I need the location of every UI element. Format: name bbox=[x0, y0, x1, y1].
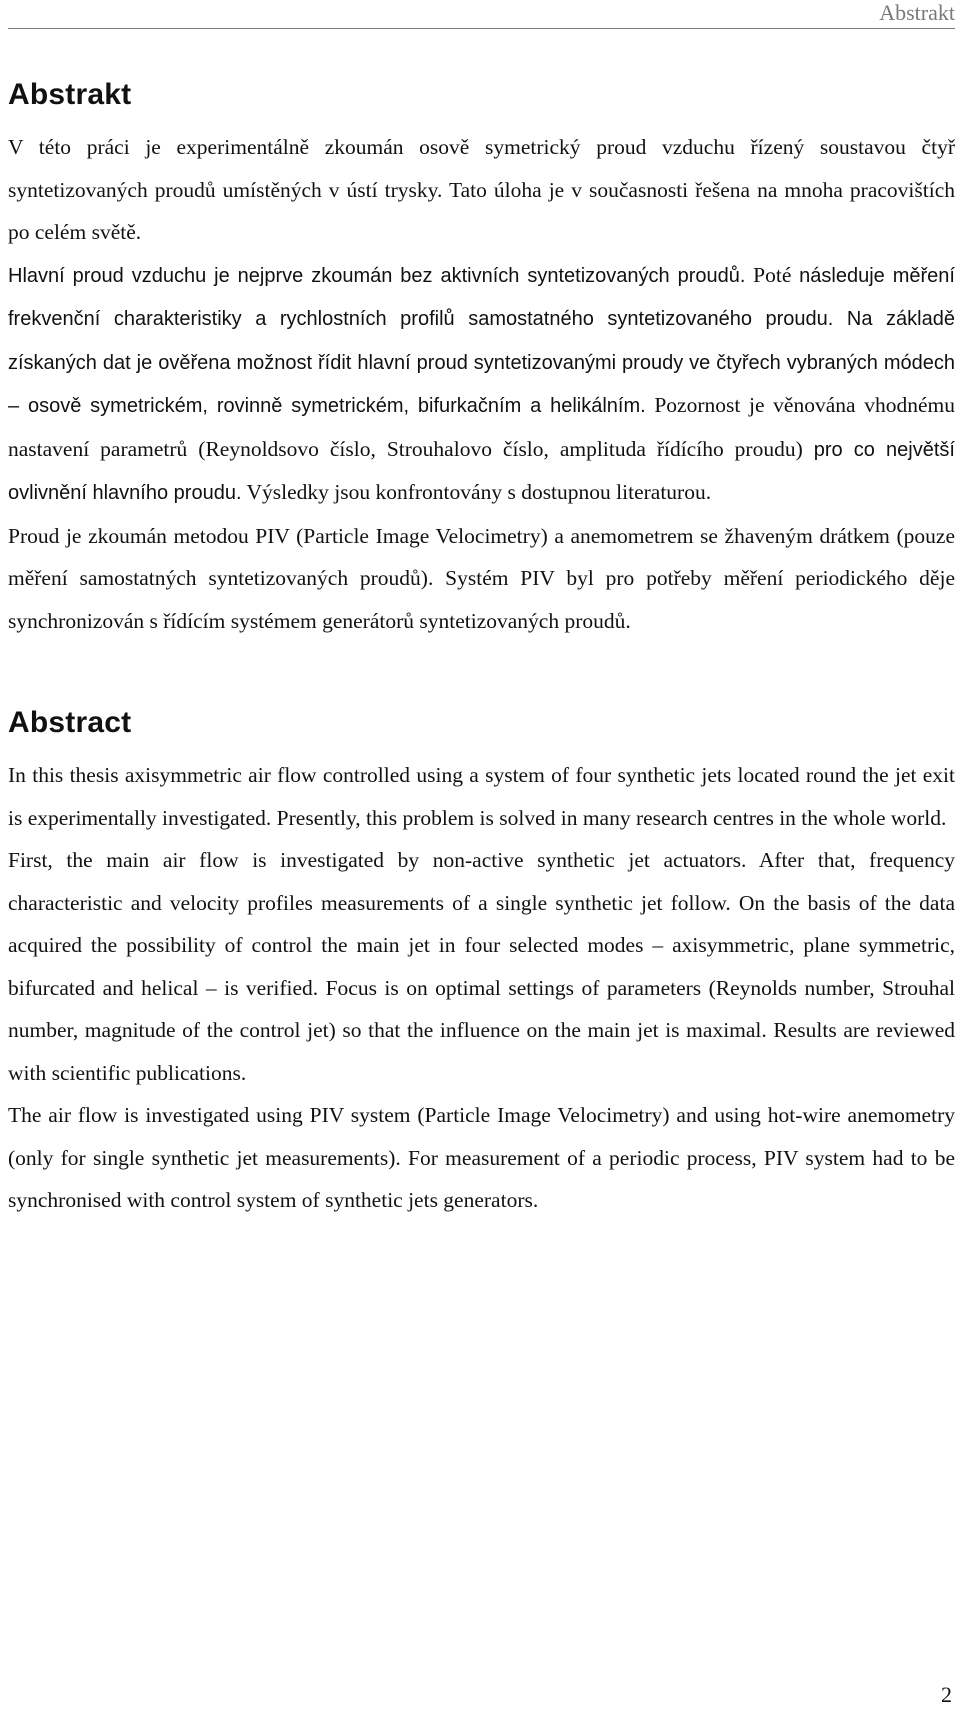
english-abstract-paragraph-3: The air flow is investigated using PIV system (Particle Image Velocimetry) and using hot-wire anemometry (only for single synthetic jet measurements). For measurement of a periodic process, PIV system had to be synchronised with control system of synthetic jets generators. bbox=[8, 1103, 955, 1212]
czech-p2-part-1: Hlavní proud vzduchu je nejprve zkoumán bez aktivních syntetizovaných proudů. bbox=[8, 264, 746, 287]
english-abstract-heading: Abstract bbox=[8, 706, 132, 739]
page-number: 2 bbox=[941, 1682, 952, 1707]
czech-abstract-paragraph-1: V této práci je experimentálně zkoumán osově symetrický proud vzduchu řízený soustavou čtyř syntetizovaných proudů umístěných v ústí trysky. Tato úloha je v současnosti řešena na mnoha pracovištích po celém světě. bbox=[8, 135, 955, 244]
english-abstract-paragraph-1: In this thesis axisymmetric air flow controlled using a system of four synthetic jets located round the jet exit is experimentally investigated. Presently, this problem is solved in many research centres in the whole world. bbox=[8, 763, 955, 830]
czech-abstract-heading: Abstrakt bbox=[8, 78, 132, 111]
running-header-title: Abstrakt bbox=[879, 0, 955, 25]
czech-abstract-paragraph-3: Proud je zkoumán metodou PIV (Particle Image Velocimetry) a anemometrem se žhaveným drátkem (pouze měření samostatných syntetizovaných proudů). Systém PIV byl pro potřeby měření periodického děje synchronizován s řídícím systémem generátorů syntetizovaných proudů. bbox=[8, 523, 955, 633]
czech-p2-part-5: pro co největší ovlivnění hlavního proudu. bbox=[8, 438, 955, 504]
page-content bbox=[8, 64, 955, 1222]
czech-p2-part-6: Výsledky jsou konfrontovány s dostupnou literaturou. bbox=[241, 480, 712, 504]
english-abstract-paragraph-2: First, the main air flow is investigated by non-active synthetic jet actuators. After that, frequency characteristic and velocity profiles measurements of a single synthetic jet follow. On the basis of the data acquired the possibility of control the main jet in four selected modes – axisymmetric, plane symmetric, bifurcated and helical – is verified. Focus is on optimal settings of parameters (Reynolds number, Strouhal number, magnitude of the control jet) so that the influence on the main jet is maximal. Results are reviewed with scientific publications. bbox=[8, 848, 955, 1085]
running-header bbox=[8, 0, 955, 29]
czech-p2-part-2: Poté bbox=[745, 262, 800, 287]
czech-abstract-paragraph-2 bbox=[8, 254, 955, 515]
czech-p2-part-3: následuje měření frekvenční charakteristiky a rychlostních profilů samostatného syntetizovaného proudu. Na základě získaných dat je ověřena možnost řídit hlavní proud syntetizovanými proudy ve čtyřech vybraných módech – osově symetrickém, rovinně symetrickém, bifurkačním a helikálním. bbox=[8, 264, 955, 417]
czech-p2-part-4: Pozornost je věnována vhodnému nastavení parametrů (Reynoldsovo číslo, Strouhalovo číslo, amplituda řídícího proudu) bbox=[8, 393, 955, 461]
